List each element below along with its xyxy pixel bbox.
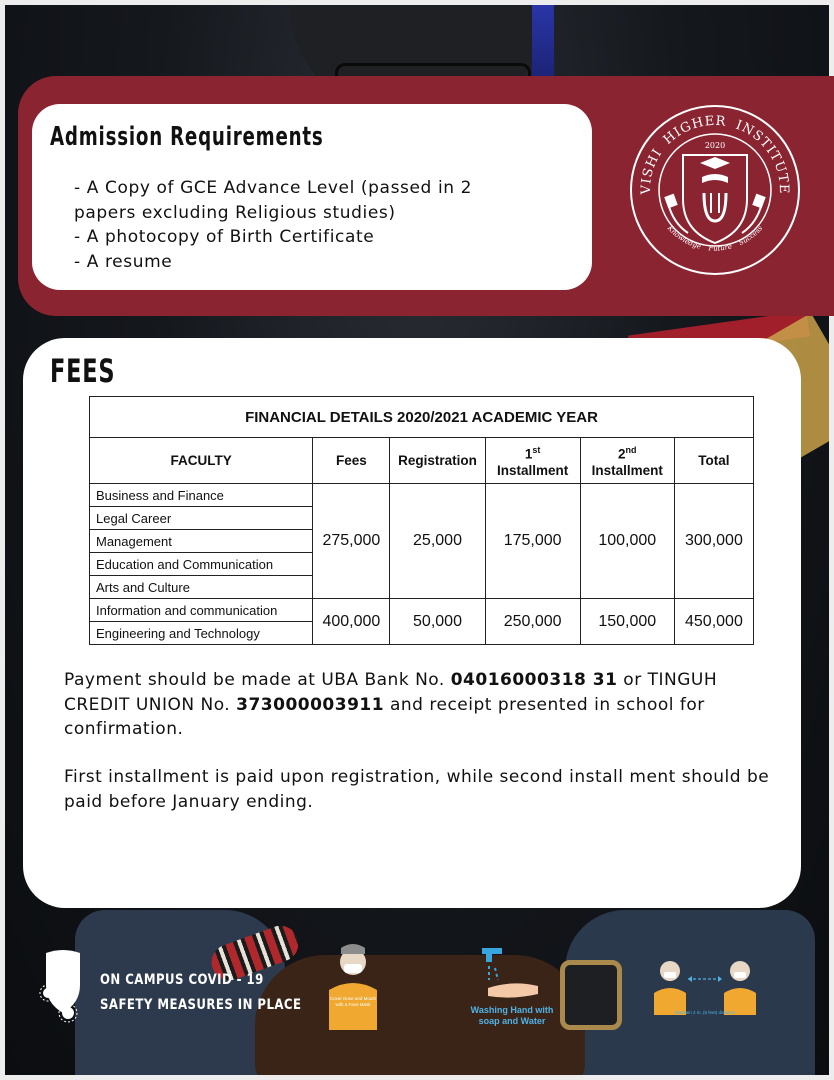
faculty-cell: Legal Career	[90, 507, 313, 530]
registration-cell: 50,000	[390, 599, 485, 645]
faculty-cell: Management	[90, 530, 313, 553]
logo-motto-mid: Future	[708, 242, 733, 253]
table-header-row	[90, 438, 754, 484]
fees-cell: 400,000	[313, 599, 390, 645]
requirements-title: Admission Requirements	[50, 122, 324, 152]
logo-motto-left: Knowledge	[665, 224, 702, 251]
logo-year: 2020	[704, 141, 726, 150]
faculty-cell: Arts and Culture	[90, 576, 313, 599]
header-first-installment: 1st Installment	[485, 438, 580, 484]
background-watch	[560, 960, 622, 1030]
requirement-item: - A Copy of GCE Advance Level (passed in 2	[74, 178, 473, 198]
registration-cell: 25,000	[390, 484, 485, 599]
covid-line-2: SAFETY MEASURES IN PLACE	[100, 997, 302, 1013]
table-row	[90, 484, 754, 507]
first-installment-cell: 175,000	[485, 484, 580, 599]
requirements-list	[74, 176, 594, 274]
washing-label: Washing Hand with soap and Water	[470, 1005, 554, 1026]
payment-instructions: Payment should be made at UBA Bank No. 04016000318 31 or TINGUH CREDIT UNION No. 373000003911 and receipt presented in school for confirmation.	[64, 670, 718, 739]
installment-note: First installment is paid upon registration, while second install ment should be paid before January ending.	[64, 767, 770, 812]
total-cell: 450,000	[674, 599, 753, 645]
total-cell: 300,000	[674, 484, 753, 599]
faculty-cell: Education and Communication	[90, 553, 313, 576]
face-mask-person-icon	[325, 940, 381, 1030]
logo-motto-right: Success	[737, 224, 765, 248]
header-fees: Fees	[313, 438, 390, 484]
faculty-cell: Information and communication	[90, 599, 313, 622]
faculty-cell: Business and Finance	[90, 484, 313, 507]
faculty-cell: Engineering and Technology	[90, 622, 313, 645]
institute-seal-logo	[628, 103, 802, 277]
distance-label: Maintain 2 m. (6 feet) distance	[674, 1010, 736, 1015]
requirement-item: - A photocopy of Birth Certificate	[74, 227, 375, 247]
covid-line-1: ON CAMPUS COVID - 19	[100, 972, 264, 988]
social-distance-icon	[650, 955, 760, 1015]
virus-shield-icon	[38, 945, 88, 1025]
tinguh-account-number: 373000003911	[236, 694, 385, 715]
hand-washing-icon	[472, 940, 552, 1010]
first-installment-cell: 250,000	[485, 599, 580, 645]
header-total: Total	[674, 438, 753, 484]
fees-cell: 275,000	[313, 484, 390, 599]
logo-arc-left: VISHI	[638, 146, 666, 195]
mask-label: Cover Nose and Mouth with a Face Mask	[329, 996, 377, 1007]
background-tassel	[532, 5, 554, 85]
requirement-item: - A resume	[74, 251, 173, 272]
header-faculty: FACULTY	[90, 438, 313, 484]
second-installment-cell: 100,000	[580, 484, 674, 599]
table-title: FINANCIAL DETAILS 2020/2021 ACADEMIC YEAR	[90, 397, 754, 438]
covid-safety-notice	[100, 968, 301, 1018]
logo-arc-right: INSTITUTE	[733, 117, 792, 195]
table-row	[90, 599, 754, 622]
header-second-installment: 2nd Installment	[580, 438, 674, 484]
uba-account-number: 04016000318 31	[450, 670, 618, 690]
fees-title: FEES	[50, 352, 116, 390]
requirement-item: papers excluding Religious studies)	[74, 202, 396, 223]
header-registration: Registration	[390, 438, 485, 484]
financial-details-table	[89, 396, 754, 645]
logo-arc-top: HIGHER	[660, 113, 728, 148]
second-installment-cell: 150,000	[580, 599, 674, 645]
